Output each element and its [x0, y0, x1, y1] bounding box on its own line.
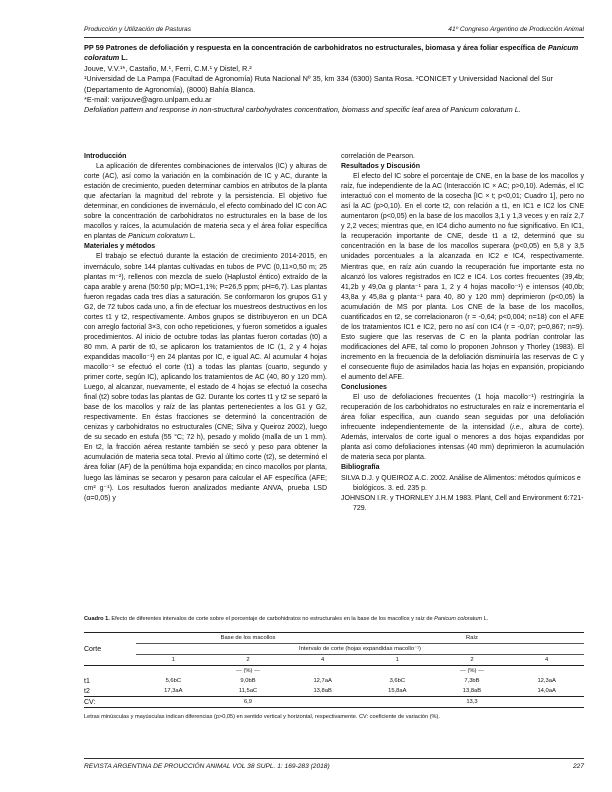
table-cell: 17,3aA — [164, 688, 183, 694]
affiliation: ¹Universidad de La Pampa (Facultad de Agronomía) Ruta Nacional Nº 35, km 334 (6300) Santa Rosa. ²CONICET y Universidad Nacional del Sur (Departamento de Agronomía), (8000) Bahía Blanca. — [84, 74, 553, 94]
col-header: 4 — [321, 657, 325, 663]
english-title: Defoliation pattern and response in non-structural carbohydrates concentration, biomass and specific leaf area of Panicum coloratum L. — [84, 105, 521, 115]
methods-end: correlación de Pearson. — [341, 153, 415, 160]
table-cell: 11,5aC — [238, 688, 258, 694]
methods-paragraph: El trabajo se efectuó durante la estación de crecimiento 2014-2015, en invernáculo, sobre 144 plantas cultivadas en tubos de PVC (0,11×0,50 m; 25 plantas m⁻²), rellenos con mezcla de suelo (Haplustol éntico) extraído de la capa arable y arena (50:50 p/p; MO=1,1%; P=26,5 ppm; pH=6,7). Las plantas fueron regadas cada tres días a saturación. Se conformaron los grupos G1 y G2, de 72 tubos cada uno, a fin de efectuar los muestreos destructivos en los cortes t1 y t2, respectivamente. Ambos grupos se distribuyeron en un DCA con arreglo factorial 3×3, con ocho repeticiones, y fueron sometidos a iguales procedimientos. Al inicio de octubre todas las plantas fueron cortadas (t0) a 80 mm. A partir de t0, se aplicaron los tratamientos de IC (1, 2 y 4 hojas expandidas macollo⁻¹) en 24 plantas por IC, e igual AC. Al acumular 4 hojas macollo⁻¹ se efectuó el corte (t1) a todas las plantas (cuarto, segundo y primer corte, según IC), aplicando los tratamientos de AC (40, 80 y 120 mm). Luego, al alcanzar, nuevamente, el estado de 4 hojas se efectuó la cosecha final (t2) sobre todas las plantas de G2. Durante los cortes t1 y t2 se separó la base de los macollos y raíz de las plantas pertenecientes a los G1 y G2, respectivamente. En éstas fracciones se determinó la concentración de cenizas y carbohidratos no estructurales (CNE; Silva y Queiroz 2002), luego de su secado en estufa (55 °C; 72 h), pesado y molido (malla de un 1 mm). En t2, la fracción aérea restante también se secó y peso para obtener la acumulación de materia seca total. Previo al último corte (t2), se determinó el área foliar (AF) de la penúltima hoja expandida; en cinco macollos por planta, luego las láminas se secaron y pesaron para calcular el AF específica (AFE; cm² g⁻¹). Los resultados fueron analizados mediante ANVA, prueba LSD (α=0,05) y — [84, 253, 327, 502]
table-cell: 7,3bB — [464, 678, 480, 684]
table-cell: 5,6bC — [165, 678, 182, 684]
table-cell: 13,8aB — [313, 688, 332, 694]
table-caption: Cuadro 1. Efecto de diferentes intervalos de corte sobre el porcentaje de carbohidratos no estructurales en la base de los macollos y raíz de Panicum coloratum L. — [84, 616, 489, 622]
corte-header: Corte — [84, 645, 102, 653]
col-header: 1 — [395, 657, 399, 663]
reference-silva: SILVA D.J. y QUEIROZ A.C. 2002. Análise de Alimentos: métodos químicos e biológicos. 3. ed. 235 p. — [341, 474, 581, 492]
title-block — [84, 43, 584, 116]
authors: Jouve, V.V.¹*, Castaño, M.¹, Ferri, C.M.¹ y Distel, R.² — [84, 63, 252, 73]
paper-title: PP 59 Patrones de defoliación y respuesta en la concentración de carbohidratos no estructurales, biomasa y área foliar específica de Panicum coloratum L. — [84, 43, 579, 63]
table-cell: 3,6bC — [389, 678, 406, 684]
table-row — [84, 686, 584, 697]
cv-label: CV: — [84, 698, 96, 706]
table-row — [84, 676, 584, 686]
results-paragraph: El efecto del IC sobre el porcentaje de CNE, en la base de los macollos y raíz, fue independiente de la AC (Interacción IC × AC; p>0,10). Además, el IC interactuó con el momento de la cosecha [IC × t; p<0,01; Cuadro 1], pero no así la AC (p>0,10). En el corte t2, con relación a t1, en IC1 e IC2 los CNE aumentaron (p<0,05) en la base de los macollos 3,1 y 1,3 veces y en raíz 2,7 y 2,2 veces; mientras que, en IC4 dicho aumento no fue significativo. En IC1, la recuperación importante de CNE, desde t1 a t2, determinó que su concentración en la base de los macollos superara (p<0,05) en 5,8 y 3,5 unidades porcentuales a la alcanzada en IC2 e IC4, respectivamente. Mientras que, en raíz aún cuando la recuperación fue importante esta no alcanzó los valores registrados en IC2 e IC4. Los cortes frecuentes (39,4b; 41,2b y 49,0a g planta⁻¹ para 1, 2 y 4 hojas macollo⁻¹) e intensos (40,0b; 43,8a y 45,8a g planta⁻¹ para 40, 80 y 120 mm) deprimieron (p<0,05) la acumulación de MS por planta. Los CNE de la base de los macollos, cuantificados en t2, se correlacionaron (r = -0,64; p<0,004; n=18) con el AFE de los tratamientos IC1 e IC2, pero no así con IC4 (r = -0,07; p=0,867; n=9). Esto sugiere que las reservas de C en la planta podrían controlar las modificaciones del AFE, tal como lo proponen Johnson y Thorley (1983). El incremento en la frecuencia de la defoliación disminuiría las reservas de C y el consecuente flujo de asimilados hacia las hojas en expansión, propiciando el aumento del AFE. — [341, 173, 584, 382]
col-header: 1 — [171, 657, 175, 663]
page-number: 227 — [572, 763, 584, 770]
table-cell: 14,0aA — [537, 688, 556, 694]
row-label: t2 — [84, 687, 90, 695]
interval-header: Intervalo de corte (hojas expandidas macollo⁻¹) — [136, 644, 584, 655]
conclusions-paragraph: El uso de defoliaciones frecuentes (1 hoja macollo⁻¹) restringiría la recuperación de los carbohidratos no estructurales en raíz e incrementaría el área foliar específica, aun cuando sean seguidas por una defoliación infrecuente independientemente de la intensidad (i.e., altura de corte). Además, intervalos de corte igual o menores a dos hojas expandidas por planta así como defoliaciones intensas (40 mm) deprimieron la acumulación de materia seca por planta. — [341, 394, 584, 462]
journal-citation: REVISTA ARGENTINA DE PROUCCIÓN ANIMAL VOL 38 SUPL. 1: 169-283 (2018) — [84, 763, 330, 770]
col-header: 2 — [470, 657, 474, 663]
results-table — [84, 632, 584, 708]
intro-heading: Introducción — [84, 153, 127, 160]
results-heading: Resultados y Discusión — [341, 163, 420, 171]
table-cell: 13,8aB — [462, 688, 482, 694]
cv-raiz: 13,3 — [466, 699, 478, 705]
header-congress: 41º Congreso Argentino de Producción Animal — [448, 26, 584, 33]
running-header — [84, 25, 584, 35]
cv-base: 6,9 — [243, 699, 253, 705]
unit-raiz: --- (%) --- — [460, 668, 484, 674]
table-cell: 12,3aA — [537, 678, 556, 684]
group-raiz: Raíz — [360, 633, 584, 644]
table-cell: 15,8aA — [388, 688, 407, 694]
right-column — [341, 152, 584, 514]
col-header: 2 — [246, 657, 250, 663]
intro-paragraph: La aplicación de diferentes combinaciones de intervalos (IC) y alturas de corte (AC), así como la variación en la combinación de IC y AC, durante la estación de crecimiento, pueden determinar cambios en atributos de la planta que afectarían la magnitud del rebrote y la persistencia. El objetivo fue determinar, en condiciones de invernáculo, el efecto combinado del IC con AC sobre la concentración de carbohidratos no estructurales en la base de los macollos y raíces, la acumulación de materia seca y el área foliar específica en plantas de Panicum coloratum L. — [84, 163, 327, 241]
table-footnote: Letras minúsculas y mayúsculas indican diferencias (p>0,05) en sentido vertical y horizontal, respectivamente. CV: coeficiente de variación (%). — [84, 714, 440, 720]
unit-base: --- (%) --- — [236, 668, 260, 674]
running-footer — [84, 762, 584, 772]
cv-row — [84, 697, 584, 708]
header-rule — [84, 37, 584, 38]
conclusions-heading: Conclusiones — [341, 384, 387, 392]
footer-rule — [84, 758, 584, 759]
group-base: Base de los macollos — [136, 633, 360, 644]
row-label: t1 — [84, 677, 90, 685]
table-cell: 12,7aA — [313, 678, 332, 684]
table-cell: 9,0bB — [240, 678, 256, 684]
reference-johnson: JOHNSON I.R. y THORNLEY J.H.M 1983. Plant, Cell and Environment 6:721-729. — [341, 494, 584, 512]
left-column — [84, 152, 327, 504]
email: *E-mail: varijouve@agro.unlpam.edu.ar — [84, 95, 212, 105]
header-section: Producción y Utilización de Pasturas — [84, 26, 192, 33]
col-header: 4 — [545, 657, 549, 663]
methods-heading: Materiales y métodos — [84, 243, 156, 251]
bibliography-heading: Bibliografía — [341, 464, 380, 472]
